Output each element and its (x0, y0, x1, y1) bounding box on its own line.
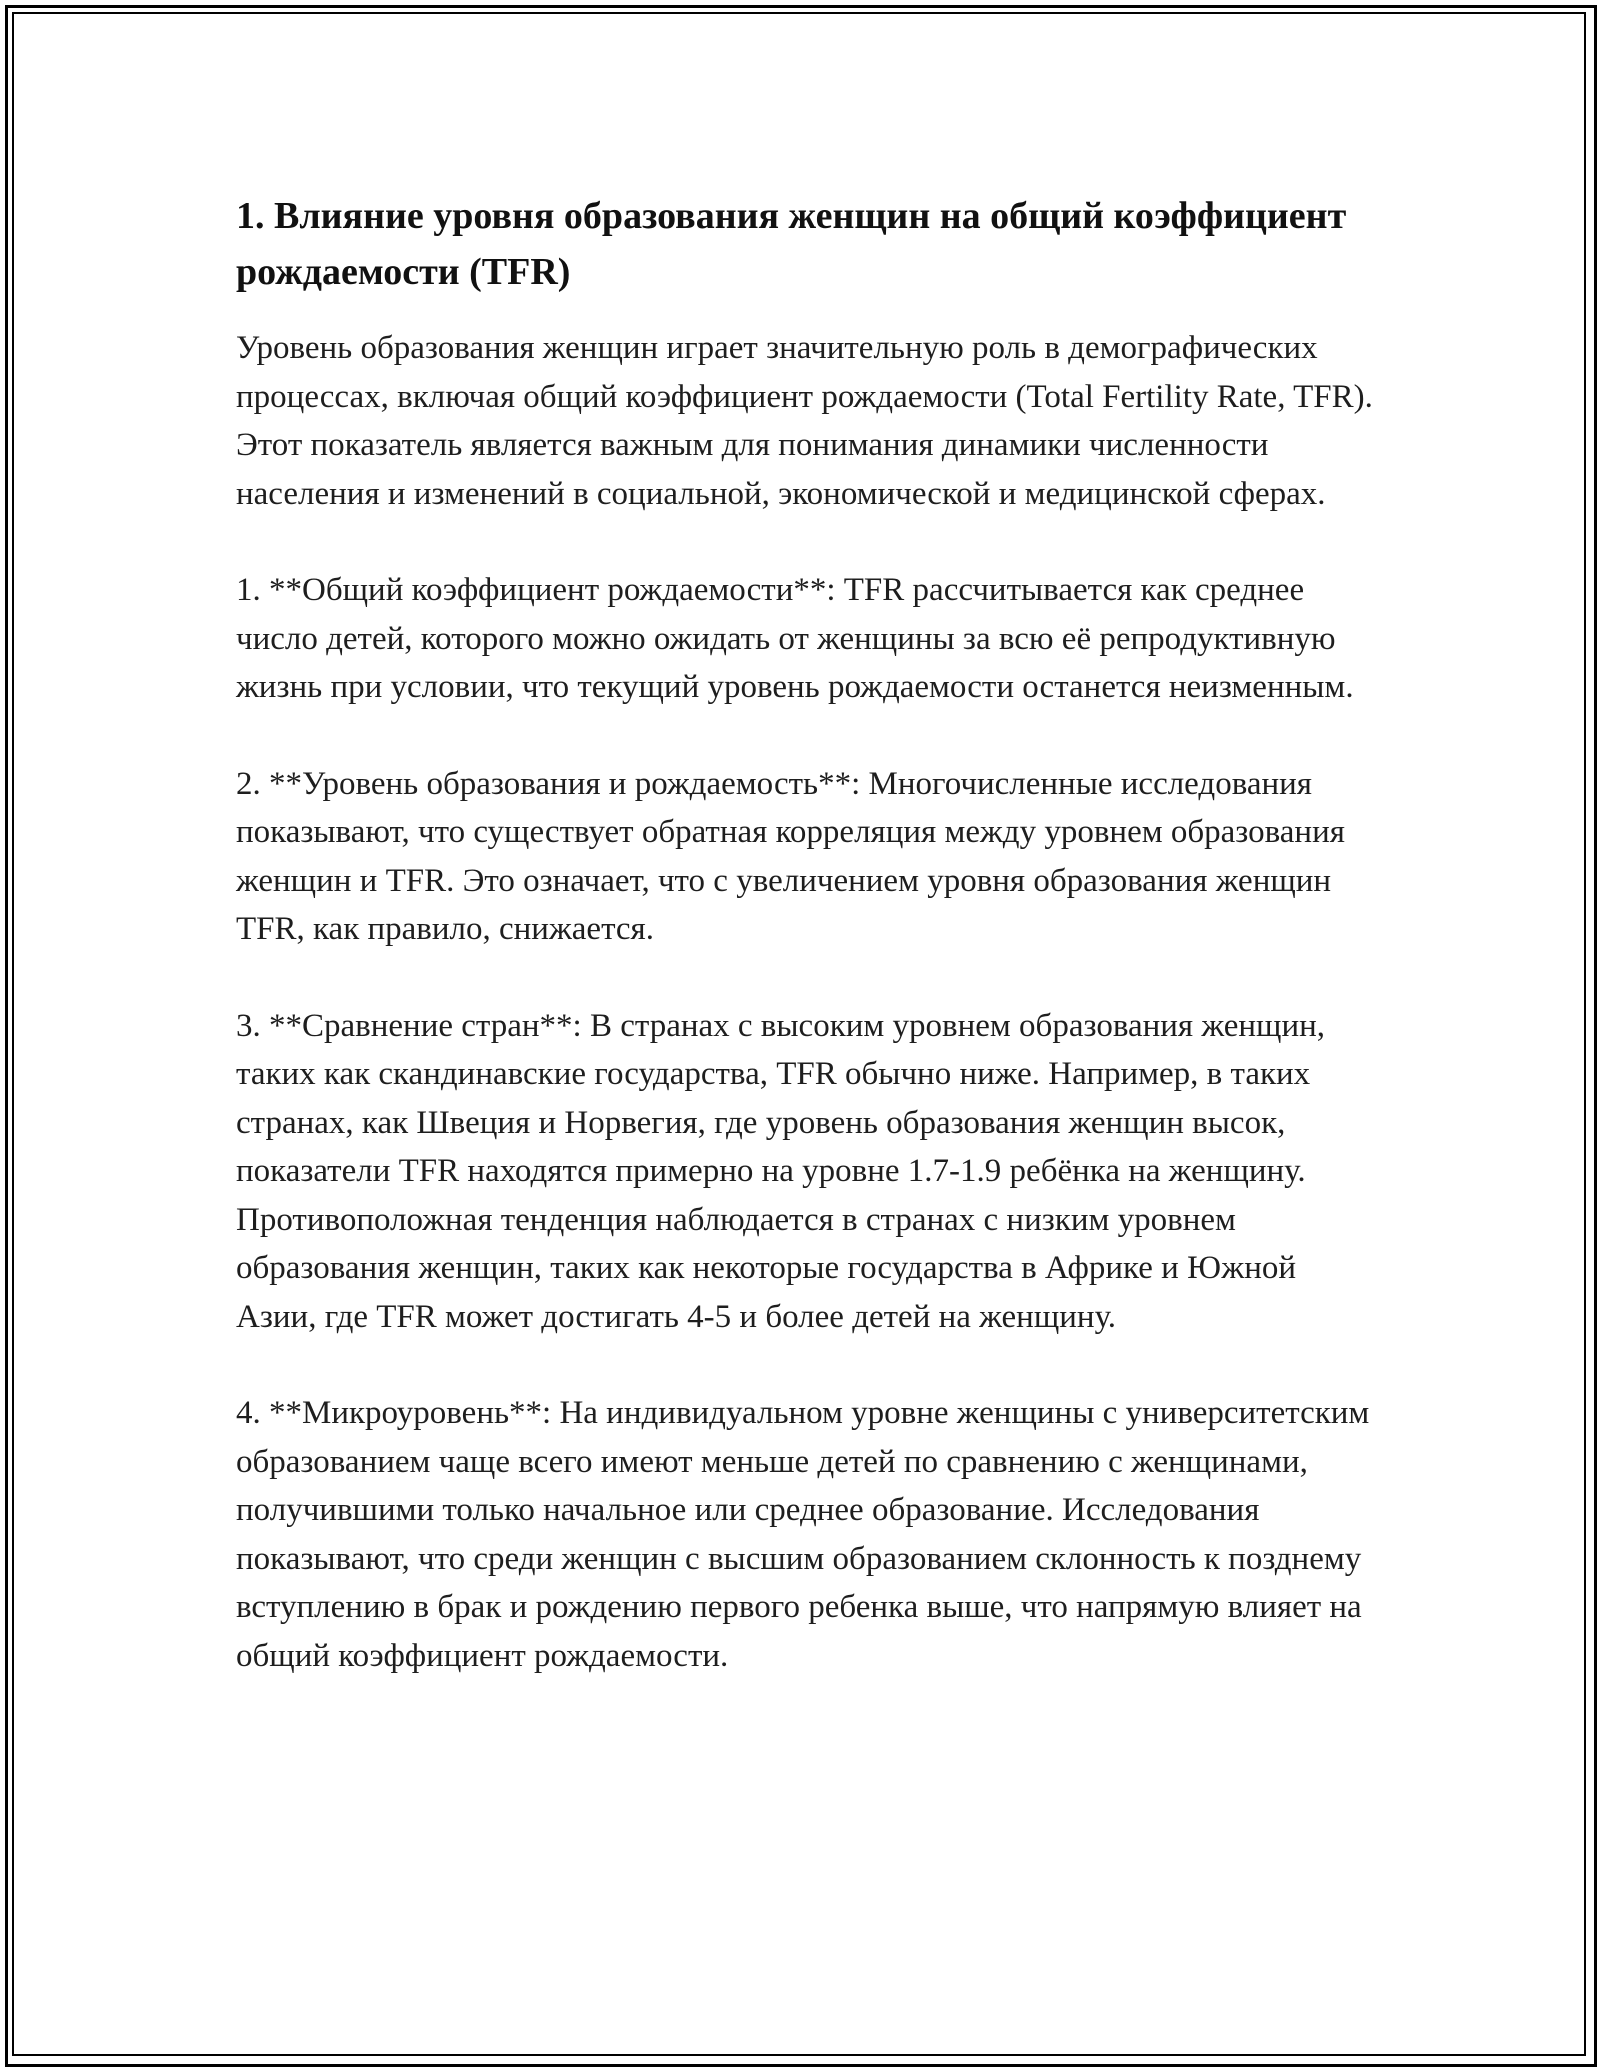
point-4-paragraph: 4. **Микроуровень**: На индивидуальном уровне женщины с университетским образованием чаще всего имеют меньше детей по сравнению с женщинами, получившими только начальное или среднее образование. Исследования показывают, что среди женщин с высшим образованием склонность к позднему вступлению в брак и рождению первого ребенка выше, что напрямую влияет на общий коэффициент рождаемости. (236, 1395, 1370, 1674)
point-3-paragraph: 3. **Сравнение стран**: В странах с высоким уровнем образования женщин, таких как скандинавские государства, TFR обычно ниже. Например, в таких странах, как Швеция и Норвегия, где уровень образования женщин высок, показатели TFR находятся примерно на уровне 1.7-1.9 ребёнка на женщину. Противоположная тенденция наблюдается в странах с низким уровнем образования женщин, таких как некоторые государства в Африке и Южной Азии, где TFR может достигать 4-5 и более детей на женщину. (236, 1007, 1326, 1335)
section-heading: 1. Влияние уровня образования женщин на общий коэффициент рождаемости (TFR) (236, 195, 1347, 293)
point-1-paragraph: 1. **Общий коэффициент рождаемости**: TFR рассчитывается как среднее число детей, которого можно ожидать от женщины за всю её репродуктивную жизнь при условии, что текущий уровень рождаемости останется неизменным. (236, 572, 1354, 705)
document-page (236, 188, 1376, 1728)
intro-paragraph: Уровень образования женщин играет значительную роль в демографических процессах, включая общий коэффициент рождаемости (Total Fertility Rate, TFR). Этот показатель является важным для понимания динамики численности населения и изменений в социальной, экономической и медицинской сферах. (236, 330, 1373, 512)
point-2-paragraph: 2. **Уровень образования и рождаемость**: Многочисленные исследования показывают, что существует обратная корреляция между уровнем образования женщин и TFR. Это означает, что с увеличением уровня образования женщин TFR, как правило, снижается. (236, 765, 1345, 947)
